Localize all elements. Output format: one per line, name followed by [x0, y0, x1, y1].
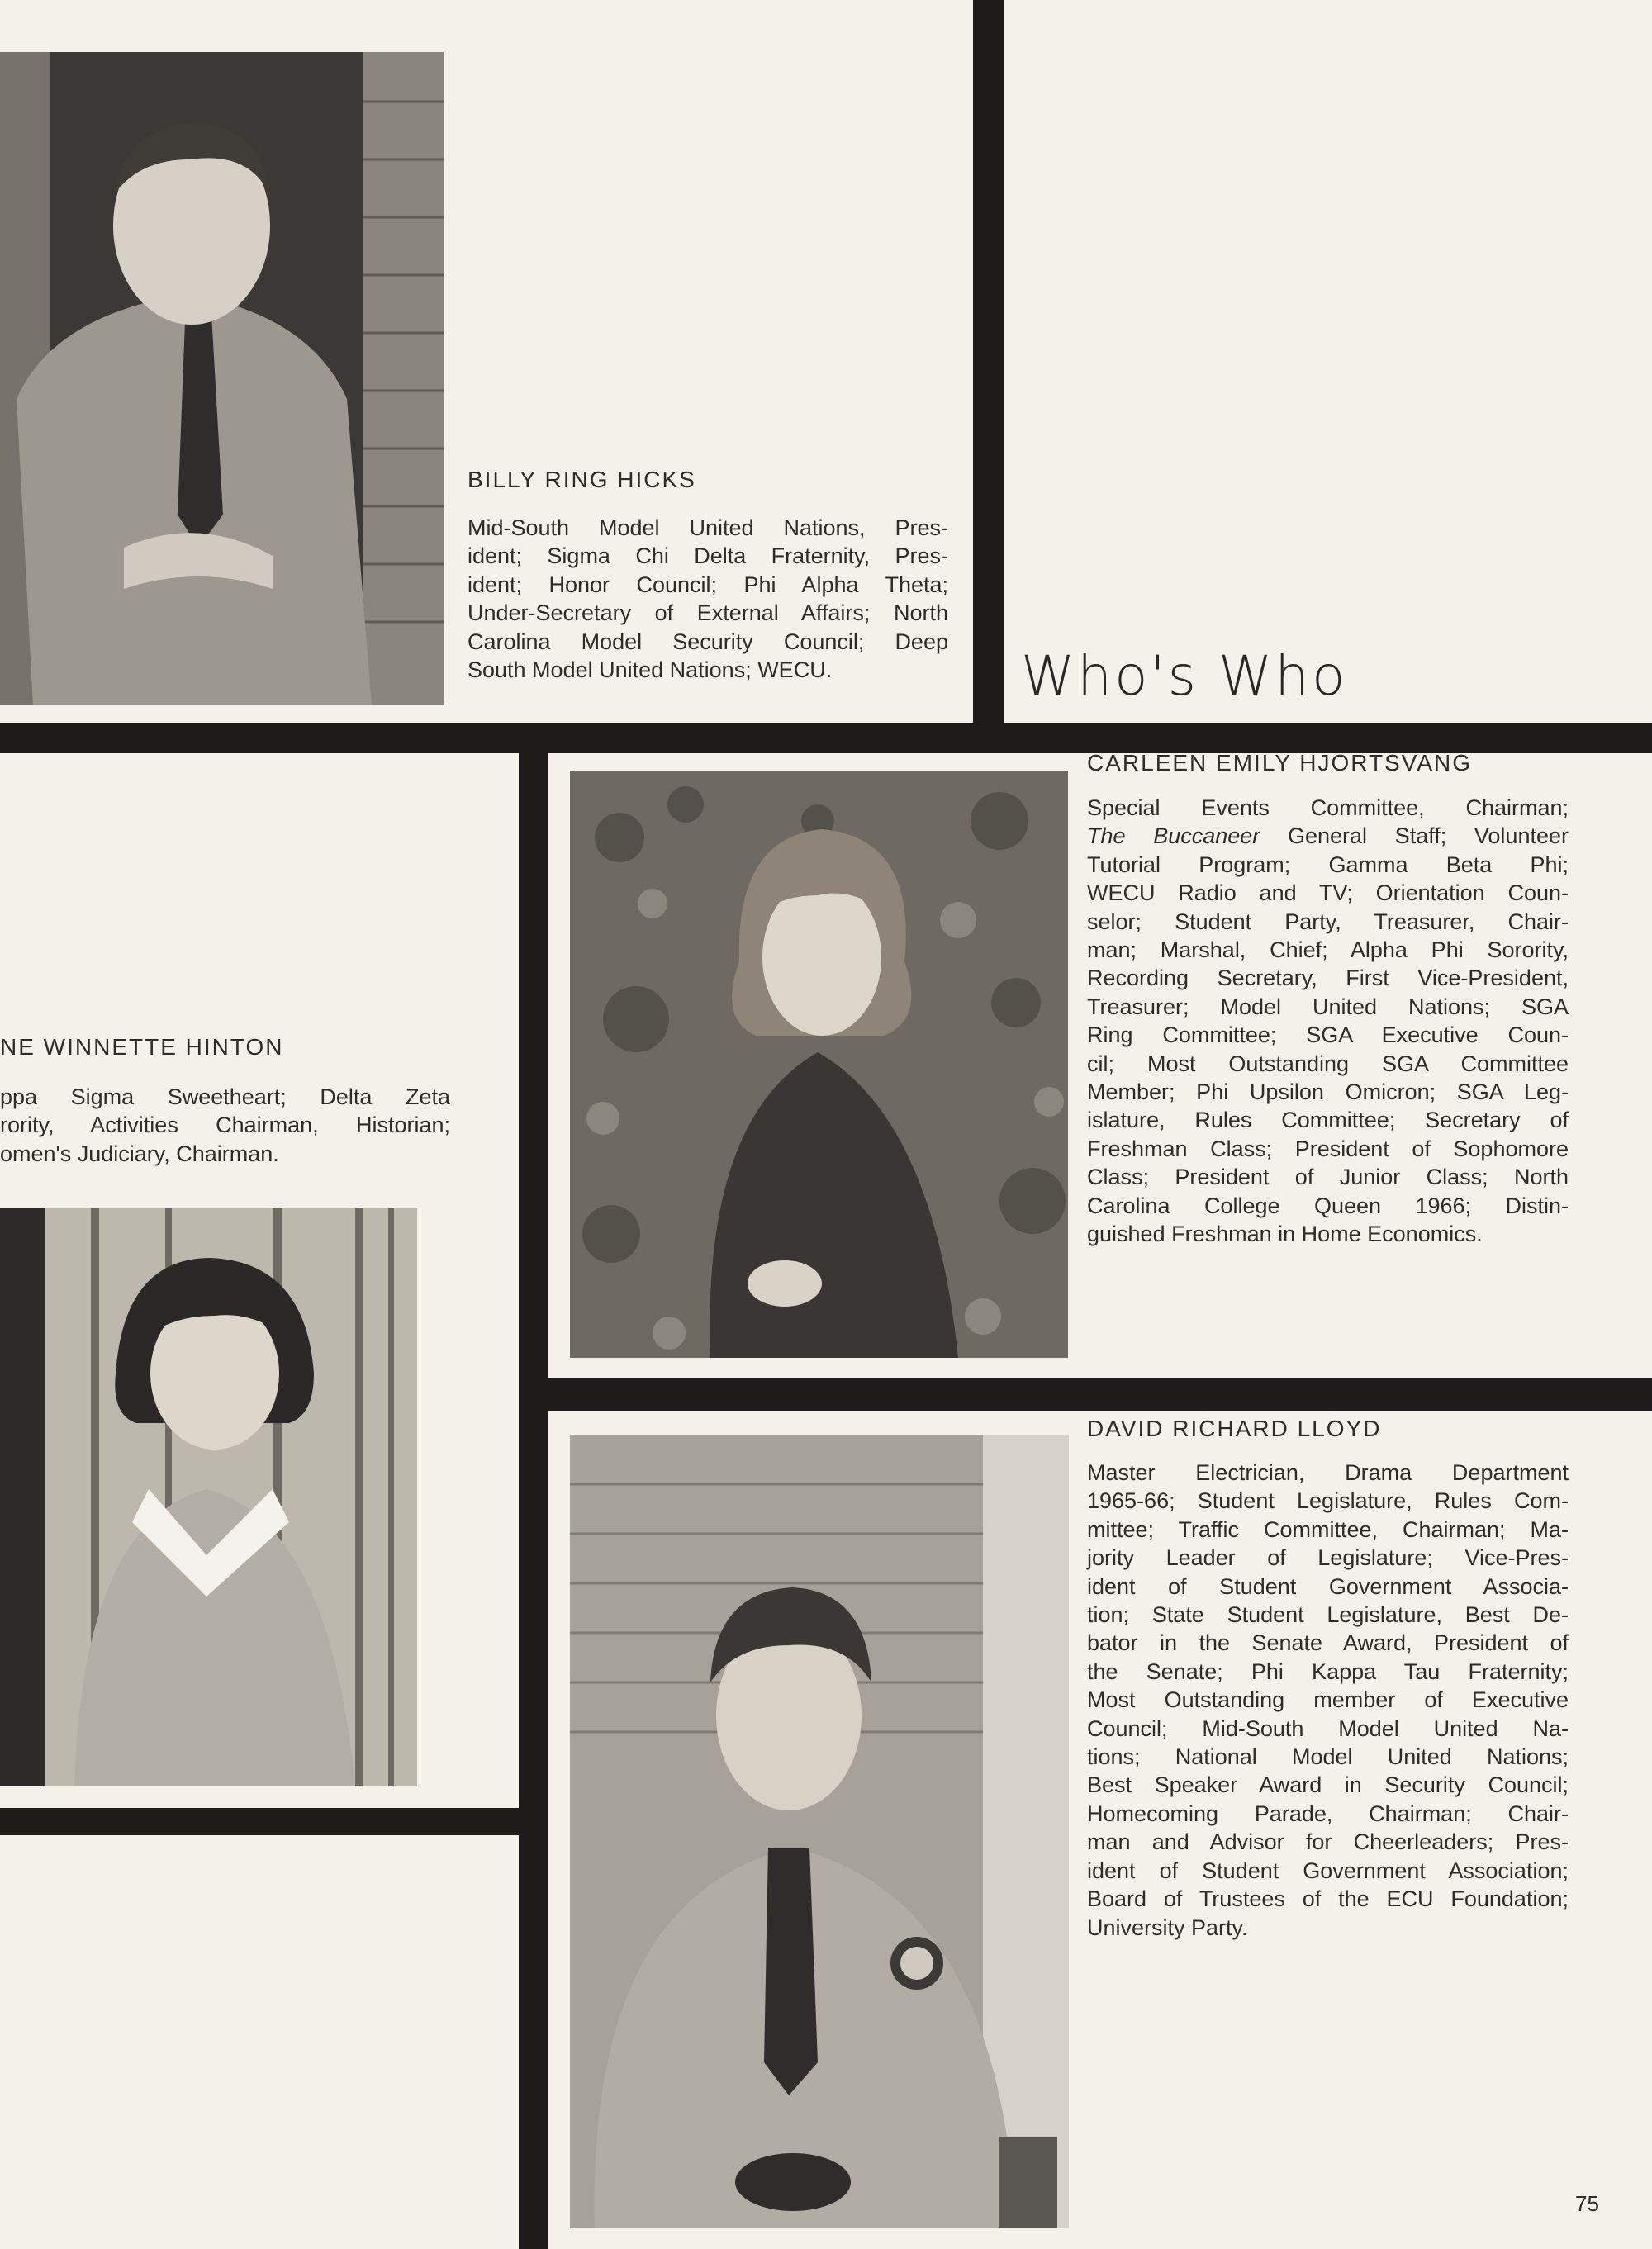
bio-line: tion; State Student Legislature, Best De-	[1087, 1602, 1569, 1628]
bio-line: ident of Student Government Association;	[1087, 1858, 1569, 1883]
profile-bio-hicks	[468, 514, 948, 684]
bio-line: ident of Student Government Associa-	[1087, 1573, 1569, 1599]
bio-line: Freshman Class; President of Sophomore	[1087, 1136, 1569, 1161]
portrait-photo-hjortsvang	[570, 771, 1068, 1358]
profile-name-hjortsvang: CARLEEN EMILY HJORTSVANG	[1087, 750, 1473, 776]
panel-top-right	[1004, 0, 1652, 723]
bio-line: Recording Secretary, First Vice-President,	[1087, 966, 1569, 991]
bio-line	[1087, 822, 1569, 850]
bio-line: Carolina College Queen 1966; Distin-	[1087, 1193, 1569, 1218]
bio-line: man; Marshal, Chief; Alpha Phi Sorority,	[1087, 937, 1569, 963]
bio-line: jority Leader of Legislature; Vice-Pres-	[1087, 1545, 1569, 1571]
bio-line: ident; Sigma Chi Delta Fraternity, Pres-	[468, 543, 948, 569]
section-title: Who's Who	[1021, 644, 1348, 708]
bio-line: Mid-South Model United Nations, Pres-	[468, 515, 948, 540]
page-number: 75	[1575, 2191, 1599, 2216]
bio-line: Under-Secretary of External Affairs; North	[468, 600, 948, 626]
profile-name-hicks: BILLY RING HICKS	[468, 467, 696, 492]
bio-line: Council; Mid-South Model United Na-	[1087, 1715, 1569, 1741]
bio-line: Tutorial Program; Gamma Beta Phi;	[1087, 852, 1569, 877]
profile-name-lloyd: DAVID RICHARD LLOYD	[1087, 1416, 1382, 1441]
bio-line: Treasurer; Model United Nations; SGA	[1087, 994, 1569, 1019]
portrait-photo-hinton	[0, 1208, 417, 1786]
bio-line: guished Freshman in Home Economics.	[1087, 1222, 1483, 1247]
bio-line-rest: General Staff; Volunteer	[1260, 823, 1569, 849]
bio-line: University Party.	[1087, 1914, 1248, 1940]
bio-line: Best Speaker Award in Security Council;	[1087, 1772, 1569, 1798]
bio-line: rority, Activities Chairman, Historian;	[0, 1113, 450, 1138]
bio-line: islature, Rules Committee; Secretary of	[1087, 1108, 1569, 1133]
bio-line: Most Outstanding member of Executive	[1087, 1687, 1569, 1713]
bio-line: the Senate; Phi Kappa Tau Fraternity;	[1087, 1658, 1569, 1684]
bio-line: Special Events Committee, Chairman;	[1087, 795, 1569, 820]
profile-name-hinton: NE WINNETTE HINTON	[0, 1034, 284, 1060]
bio-line: Homecoming Parade, Chairman; Chair-	[1087, 1801, 1569, 1826]
bio-line: man and Advisor for Cheerleaders; Pres-	[1087, 1829, 1569, 1855]
bio-line: Member; Phi Upsilon Omicron; SGA Leg-	[1087, 1079, 1569, 1105]
bio-line: ppa Sigma Sweetheart; Delta Zeta	[0, 1084, 450, 1109]
bio-line: 1965-66; Student Legislature, Rules Com-	[1087, 1488, 1569, 1514]
bio-line: bator in the Senate Award, President of	[1087, 1630, 1569, 1656]
profile-bio-hjortsvang	[1087, 794, 1569, 1249]
profile-bio-lloyd	[1087, 1459, 1569, 1942]
bio-line: Class; President of Junior Class; North	[1087, 1165, 1569, 1190]
portrait-photo-lloyd	[570, 1435, 1069, 2228]
bio-line: cil; Most Outstanding SGA Committee	[1087, 1051, 1569, 1076]
panel-bottom-left	[0, 1835, 519, 2249]
bio-line: South Model United Nations; WECU.	[468, 657, 833, 683]
bio-line: Board of Trustees of the ECU Foundation;	[1087, 1886, 1569, 1912]
profile-bio-hinton	[0, 1083, 450, 1168]
publication-title: The Buccaneer	[1087, 823, 1260, 849]
bio-line: WECU Radio and TV; Orientation Coun-	[1087, 880, 1569, 906]
bio-line: mittee; Traffic Committee, Chairman; Ma-	[1087, 1516, 1569, 1542]
bio-line: selor; Student Party, Treasurer, Chair-	[1087, 909, 1569, 934]
bio-line: Ring Committee; SGA Executive Coun-	[1087, 1022, 1569, 1048]
bio-line: Carolina Model Security Council; Deep	[468, 629, 948, 654]
bio-line: omen's Judiciary, Chairman.	[0, 1141, 279, 1166]
bio-line: ident; Honor Council; Phi Alpha Theta;	[468, 572, 948, 597]
portrait-photo-hicks	[0, 52, 444, 705]
bio-line: Master Electrician, Drama Department	[1087, 1460, 1569, 1485]
bio-line: tions; National Model United Nations;	[1087, 1744, 1569, 1770]
